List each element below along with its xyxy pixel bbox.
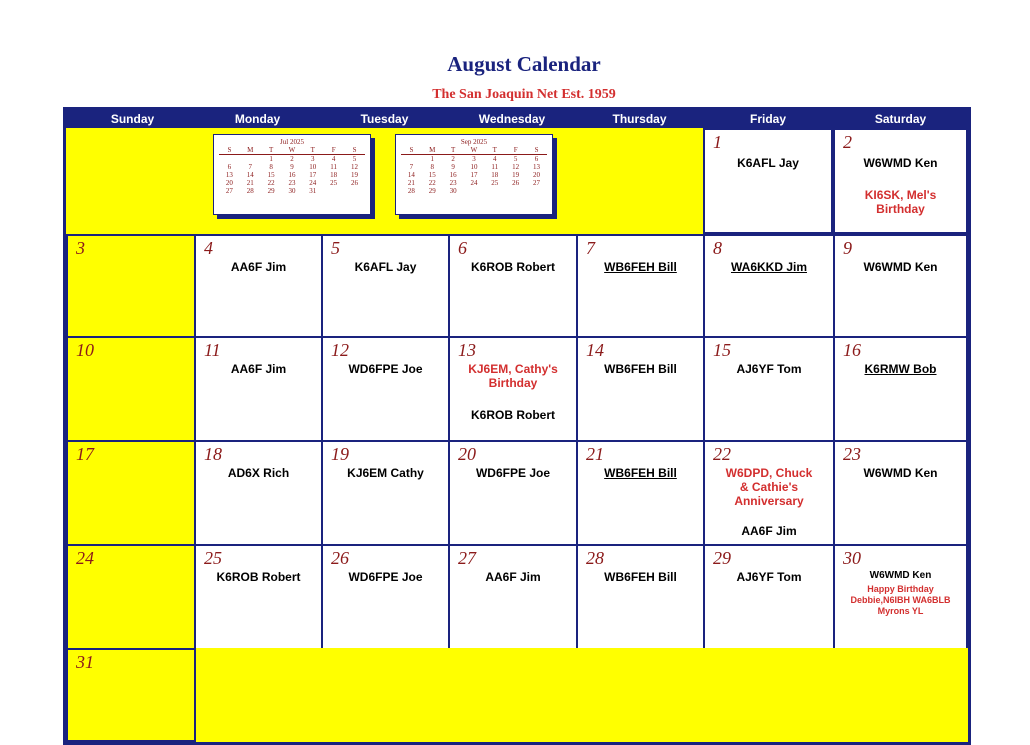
- day-cell-8[interactable]: [703, 234, 835, 338]
- dow: S: [219, 146, 240, 155]
- dow: W: [464, 146, 485, 155]
- anniversary-event: W6DPD, Chuck & Cathie's Anniversary: [725, 466, 813, 508]
- mini-day: 24: [309, 179, 317, 187]
- event: WD6FPE Joe: [475, 466, 550, 480]
- day-number: 17: [76, 444, 94, 464]
- day-cell-11[interactable]: [194, 336, 323, 442]
- weekday-wednesday: Wednesday: [478, 112, 546, 126]
- mini-day: 5: [513, 155, 518, 163]
- day-cell-1[interactable]: [703, 128, 833, 234]
- day-cell-2[interactable]: [833, 128, 968, 234]
- mini-day: 28: [407, 187, 415, 195]
- event: W6WMD Ken: [863, 260, 938, 274]
- day-number: 3: [76, 238, 85, 258]
- day-number: 22: [713, 444, 731, 464]
- day-cell-30[interactable]: [833, 544, 968, 650]
- mini-day: 7: [409, 163, 414, 171]
- mini-day: 2: [290, 155, 294, 163]
- mini-day: 18: [330, 171, 338, 179]
- day-number: 26: [331, 548, 349, 568]
- day-number: 31: [76, 652, 94, 672]
- day-cell-31[interactable]: [66, 648, 196, 742]
- event: AA6F Jim: [485, 570, 541, 584]
- mini-day: [219, 155, 240, 164]
- mini-day: 29: [267, 187, 275, 195]
- event: AA6F Jim: [230, 362, 287, 376]
- day-cell-23[interactable]: [833, 440, 968, 546]
- day-cell-10[interactable]: [66, 336, 196, 442]
- mini-day: 10: [470, 163, 478, 171]
- mini-day: 20: [533, 171, 541, 179]
- day-cell-13[interactable]: [448, 336, 578, 442]
- weekday-header: [66, 110, 968, 128]
- mini-day: 24: [470, 179, 478, 187]
- mini-day: 11: [330, 163, 338, 171]
- event: AA6F Jim: [230, 260, 287, 274]
- mini-day: 15: [428, 171, 436, 179]
- day-number: 19: [331, 444, 349, 464]
- mini-day: [505, 187, 526, 195]
- day-cell-22[interactable]: [703, 440, 835, 546]
- empty-days-fill: [66, 128, 703, 234]
- mini-calendar-previous: [213, 134, 371, 215]
- mini-day: 4: [493, 155, 497, 163]
- mini-calendar-next: [395, 134, 553, 215]
- mini-calendar-title: Sep 2025: [460, 138, 488, 146]
- day-number: 30: [843, 548, 861, 568]
- day-cell-4[interactable]: [194, 234, 323, 338]
- mini-day: [484, 187, 505, 195]
- day-cell-24[interactable]: [66, 544, 196, 650]
- event: AD6X Rich: [227, 466, 290, 480]
- day-cell-9[interactable]: [833, 234, 968, 338]
- weekday-friday: Friday: [749, 112, 786, 126]
- dow: T: [261, 146, 282, 155]
- mini-day: 30: [449, 187, 457, 195]
- dow: T: [484, 146, 505, 155]
- day-cell-19[interactable]: [321, 440, 450, 546]
- mini-day: 13: [533, 163, 541, 171]
- event: KJ6EM Cathy: [347, 466, 424, 480]
- mini-day: 18: [491, 171, 499, 179]
- day-cell-6[interactable]: [448, 234, 578, 338]
- day-number: 11: [204, 340, 221, 360]
- mini-day: 6: [534, 155, 539, 163]
- mini-calendar-table: [401, 146, 547, 195]
- day-number: 18: [204, 444, 222, 464]
- mini-day: 3: [472, 155, 476, 163]
- mini-day: 14: [407, 171, 415, 179]
- day-number: 25: [204, 548, 222, 568]
- mini-day: [344, 187, 365, 195]
- mini-day: 14: [246, 171, 254, 179]
- event: K6ROB Robert: [216, 570, 301, 584]
- day-cell-16[interactable]: [833, 336, 968, 442]
- mini-day: 21: [246, 179, 254, 187]
- event: WD6FPE Joe: [348, 570, 423, 584]
- mini-day: 1: [269, 155, 273, 163]
- mini-day: 20: [225, 179, 233, 187]
- mini-day: 23: [288, 179, 296, 187]
- mini-day: 9: [451, 163, 455, 171]
- day-cell-26[interactable]: [321, 544, 450, 650]
- dow: M: [240, 146, 261, 155]
- day-cell-28[interactable]: [576, 544, 705, 650]
- event: W6WMD Ken: [863, 466, 938, 480]
- day-number: 9: [843, 238, 852, 258]
- event: K6AFL Jay: [737, 156, 799, 170]
- mini-day: 17: [470, 171, 478, 179]
- day-cell-5[interactable]: [321, 234, 450, 338]
- event: W6WMD Ken: [863, 156, 938, 170]
- mini-day: 19: [351, 171, 359, 179]
- mini-day: 25: [491, 179, 499, 187]
- mini-day: 1: [430, 155, 435, 163]
- day-number: 2: [843, 132, 852, 152]
- mini-day: 16: [449, 171, 457, 179]
- page-title: August Calendar: [447, 52, 601, 76]
- day-cell-14[interactable]: [576, 336, 705, 442]
- day-cell-25[interactable]: [194, 544, 323, 650]
- dow: T: [443, 146, 464, 155]
- day-number: 12: [331, 340, 349, 360]
- mini-day: 28: [246, 187, 254, 195]
- mini-day: 27: [225, 187, 233, 195]
- mini-day: 26: [512, 179, 520, 187]
- mini-day: 21: [407, 179, 415, 187]
- mini-day: 17: [309, 171, 317, 179]
- day-number: 8: [713, 238, 722, 258]
- day-number: 10: [76, 340, 94, 360]
- birthday-event: Happy Birthday Debbie,N6IBH WA6BLB Myrons YL: [850, 584, 951, 616]
- day-number: 24: [76, 548, 94, 568]
- event: AJ6YF Tom: [736, 362, 802, 376]
- week-row-4: [66, 440, 968, 546]
- mini-day: 23: [449, 179, 457, 187]
- event: WB6FEH Bill: [604, 362, 677, 376]
- mini-day: 27: [533, 179, 541, 187]
- dow: T: [302, 146, 323, 155]
- day-cell-27[interactable]: [448, 544, 578, 650]
- mini-day: 3: [311, 155, 315, 163]
- mini-day: 5: [352, 155, 357, 163]
- mini-day: 10: [309, 163, 317, 171]
- mini-day: 6: [227, 163, 232, 171]
- week-row-6: [66, 648, 968, 742]
- event: K6ROB Robert: [470, 408, 555, 422]
- mini-day: [323, 187, 344, 195]
- day-cell-15[interactable]: [703, 336, 835, 442]
- dow: F: [505, 146, 526, 155]
- mini-day: 19: [512, 171, 520, 179]
- mini-day: 12: [512, 163, 520, 171]
- mini-day: 13: [225, 171, 233, 179]
- day-number: 21: [586, 444, 604, 464]
- day-cell-3[interactable]: [66, 234, 196, 338]
- event: K6AFL Jay: [354, 260, 417, 274]
- mini-day: [401, 155, 422, 164]
- day-cell-20[interactable]: [448, 440, 578, 546]
- event: WA6KKD Jim: [730, 260, 807, 274]
- day-number: 5: [331, 238, 340, 258]
- event: WB6FEH Bill: [604, 466, 677, 480]
- day-number: 27: [458, 548, 476, 568]
- day-number: 29: [713, 548, 731, 568]
- weekday-sunday: Sunday: [110, 112, 155, 126]
- dow: S: [344, 146, 365, 155]
- dow: S: [526, 146, 547, 155]
- mini-day: 2: [451, 155, 455, 163]
- day-cell-21[interactable]: [576, 440, 705, 546]
- mini-day: 15: [267, 171, 275, 179]
- mini-day: 30: [288, 187, 296, 195]
- mini-day: 22: [267, 179, 275, 187]
- page-subtitle: The San Joaquin Net Est. 1959: [432, 87, 616, 102]
- dow: M: [422, 146, 443, 155]
- day-number: 7: [586, 238, 595, 258]
- dow: S: [401, 146, 422, 155]
- event: WB6FEH Bill: [604, 260, 677, 274]
- mini-day: [526, 187, 547, 195]
- mini-day: 4: [331, 155, 336, 163]
- day-cell-12[interactable]: [321, 336, 450, 442]
- weekday-thursday: Thursday: [612, 112, 667, 126]
- day-number: 16: [843, 340, 861, 360]
- mini-day: 22: [428, 179, 436, 187]
- birthday-event: KJ6EM, Cathy's Birthday: [468, 362, 558, 390]
- day-number: 23: [843, 444, 861, 464]
- weekday-monday: Monday: [234, 112, 281, 126]
- mini-day: 9: [290, 163, 294, 171]
- day-cell-29[interactable]: [703, 544, 835, 650]
- mini-day: 26: [351, 179, 359, 187]
- mini-day: 8: [269, 163, 273, 171]
- mini-calendar-title: Jul 2025: [280, 138, 304, 146]
- day-number: 6: [458, 238, 467, 258]
- week-row-5: [66, 544, 968, 650]
- event: K6RMW Bob: [864, 362, 937, 376]
- dow: W: [282, 146, 303, 155]
- mini-day: [464, 187, 485, 195]
- mini-day: 8: [430, 163, 435, 171]
- week-row-3: [66, 336, 968, 442]
- event: K6ROB Robert: [470, 260, 555, 274]
- event: W6WMD Ken: [869, 570, 932, 581]
- day-number: 13: [458, 340, 476, 360]
- mini-day: 31: [309, 187, 317, 195]
- event: WB6FEH Bill: [604, 570, 677, 584]
- week-row-2: [66, 234, 968, 338]
- weekday-saturday: Saturday: [874, 112, 927, 126]
- day-cell-7[interactable]: [576, 234, 705, 338]
- mini-day: 11: [491, 163, 499, 171]
- mini-calendar-table: [219, 146, 365, 195]
- day-number: 1: [713, 132, 722, 152]
- day-number: 20: [458, 444, 476, 464]
- mini-day: 7: [248, 163, 253, 171]
- day-number: 4: [204, 238, 213, 258]
- dow: F: [323, 146, 344, 155]
- day-number: 15: [713, 340, 731, 360]
- empty-days-fill: [196, 648, 968, 742]
- mini-day: [240, 155, 261, 164]
- mini-day: 16: [288, 171, 296, 179]
- day-number: 28: [586, 548, 604, 568]
- mini-day: 12: [351, 163, 359, 171]
- day-cell-18[interactable]: [194, 440, 323, 546]
- event: WD6FPE Joe: [348, 362, 423, 376]
- mini-day: 29: [428, 187, 436, 195]
- day-number: 14: [586, 340, 604, 360]
- event: AJ6YF Tom: [736, 570, 802, 584]
- mini-day: 25: [330, 179, 338, 187]
- event: AA6F Jim: [741, 524, 797, 538]
- weekday-tuesday: Tuesday: [360, 112, 409, 126]
- birthday-event: KI6SK, Mel's Birthday: [864, 188, 937, 216]
- day-cell-17[interactable]: [66, 440, 196, 546]
